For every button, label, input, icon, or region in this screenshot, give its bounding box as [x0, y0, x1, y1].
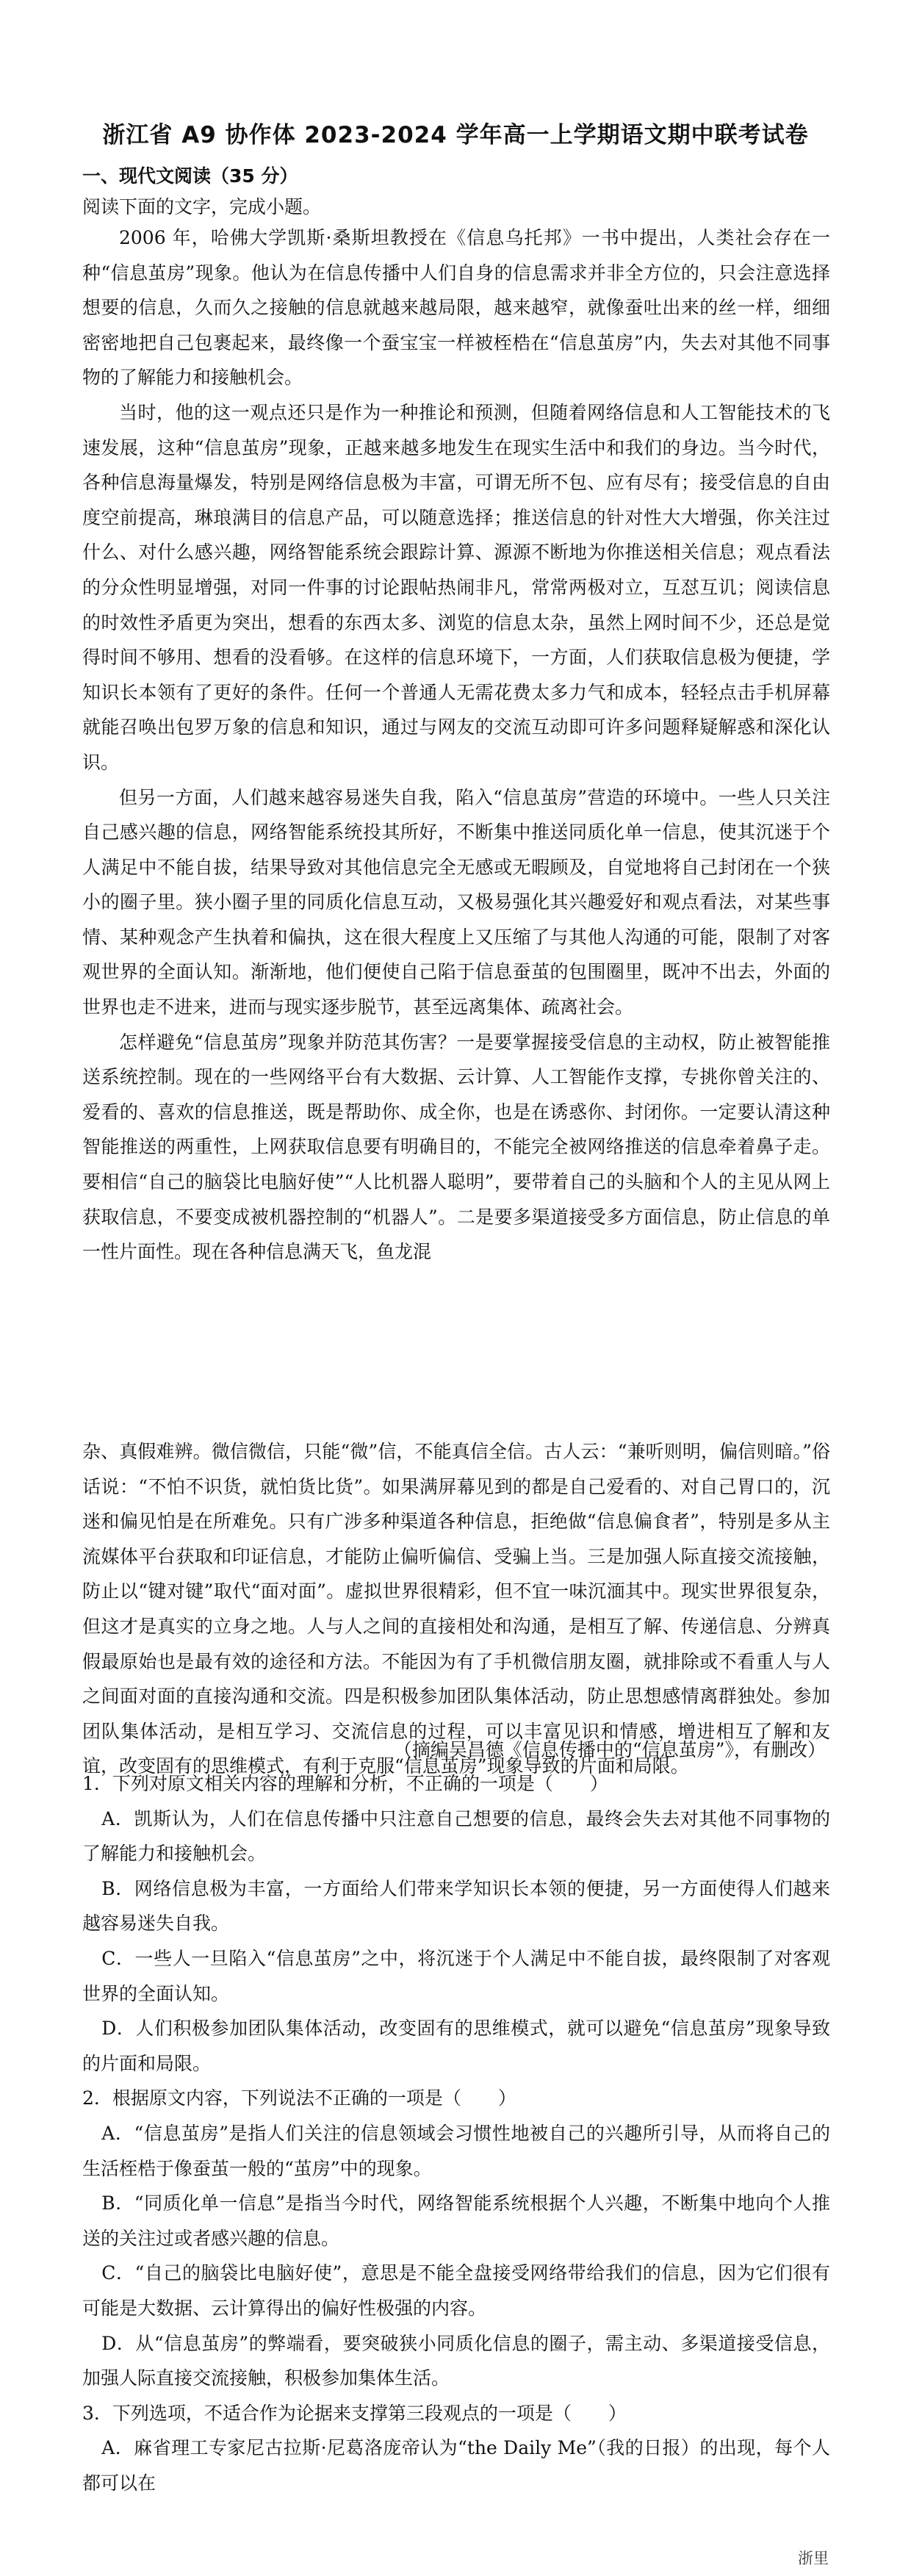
question-stem: 1．下列对原文相关内容的理解和分析，不正确的一项是（ ） [82, 1773, 608, 1794]
answer-option: C．一些人一旦陷入“信息茧房”之中，将沉迷于个人满足中不能自拔，最终限制了对客观世界的全面认知。 [82, 1947, 830, 2004]
answer-option: B．网络信息极为丰富，一方面给人们带来学知识长本领的便捷，另一方面使得人们越来越容易迷失自我。 [82, 1877, 830, 1935]
article-part-2 [82, 1434, 830, 1784]
page-footer: 浙里 [798, 2550, 829, 2567]
answer-option: C．“自己的脑袋比电脑好使”，意思是不能全盘接受网络带给我们的信息，因为它们很有可能是大数据、云计算得出的偏好性极强的内容。 [82, 2262, 830, 2319]
answer-option: A．麻省理工专家尼古拉斯·尼葛洛庞帝认为“the Daily Me”（我的日报）的出现，每个人都可以在 [82, 2437, 830, 2494]
answer-option: D．人们积极参加团队集体活动，改变固有的思维模式，就可以避免“信息茧房”现象导致的片面和局限。 [82, 2018, 830, 2074]
exam-title: 浙江省 A9 协作体 2023-2024 学年高一上学期语文期中联考试卷 [102, 122, 809, 148]
reading-instruction: 阅读下面的文字，完成小题。 [82, 196, 322, 217]
answer-option: A．“信息茧房”是指人们关注的信息领域会习惯性地被自己的兴趣所引导，从而将自己的生活桎梏于像蚕茧一般的“茧房”中的现象。 [82, 2122, 830, 2179]
article-paragraph: 但另一方面，人们越来越容易迷失自我，陷入“信息茧房”营造的环境中。一些人只关注自己感兴趣的信息，网络智能系统投其所好，不断集中推送同质化单一信息，使其沉迷于个人满足中不能自拔，结果导致对其他信息完全无感或无暇顾及，自觉地将自己封闭在一个狭小的圈子里。狭小圈子里的同质化信息互动，又极易强化其兴趣爱好和观点看法，对某些事情、某种观念产生执着和偏执，这在很大程度上又压缩了与其他人沟通的可能，限制了对客观世界的全面认知。渐渐地，他们便使自己陷于信息蚕茧的包围圈里，既冲不出去，外面的世界也走不进来，进而与现实逐步脱节，甚至远离集体、疏离社会。 [82, 786, 830, 1018]
source-note: （摘编吴昌德《信息传播中的“信息茧房”》，有删改） [393, 1739, 826, 1760]
answer-option: A．凯斯认为，人们在信息传播中只注意自己想要的信息，最终会失去对其他不同事物的了解能力和接触机会。 [82, 1807, 830, 1865]
article-paragraph: 当时，他的这一观点还只是作为一种推论和预测，但随着网络信息和人工智能技术的飞速发展，这种“信息茧房”现象，正越来越多地发生在现实生活中和我们的身边。当今时代，各种信息海量爆发，特别是网络信息极为丰富，可谓无所不包、应有尽有；接受信息的自由度空前提高，琳琅满目的信息产品，可以随意选择；推送信息的针对性大大增强，你关注过什么、对什么感兴趣，网络智能系统会跟踪计算、源源不断地为你推送相关信息；观点看法的分众性明显增强，对同一件事的讨论跟帖热闹非凡，常常两极对立，互怼互讥；阅读信息的时效性矛盾更为突出，想看的东西太多、浏览的信息太杂，虽然上网时间不少，还总是觉得时间不够用、想看的没看够。在这样的信息环境下，一方面，人们获取信息极为便捷，学知识长本领有了更好的条件。任何一个普通人无需花费太多力气和成本，轻轻点击手机屏幕就能召唤出包罗万象的信息和知识，通过与网友的交流互动即可许多问题释疑解惑和深化认识。 [82, 401, 830, 773]
questions-block [82, 1766, 830, 2500]
answer-option: D．从“信息茧房”的弊端看，要突破狭小同质化信息的圈子，需主动、多渠道接受信息，加强人际直接交流接触，积极参加集体生活。 [82, 2332, 830, 2389]
article-paragraph: 2006 年，哈佛大学凯斯·桑斯坦教授在《信息乌托邦》一书中提出，人类社会存在一种“信息茧房”现象。他认为在信息传播中人们自身的信息需求并非全方位的，只会注意选择想要的信息，久而久之接触的信息就越来越局限，越来越窄，就像蚕吐出来的丝一样，细细密密地把自己包裹起来，最终像一个蚕宝宝一样被桎梏在“信息茧房”内，失去对其他不同事物的了解能力和接触机会。 [82, 227, 830, 389]
question-stem: 3．下列选项，不适合作为论据来支撑第三段观点的一项是（ ） [82, 2402, 627, 2424]
article-part-1 [82, 220, 830, 1270]
section-heading: 一、现代文阅读（35 分） [82, 165, 298, 187]
article-paragraph: 怎样避免“信息茧房”现象并防范其伤害？一是要掌握接受信息的主动权，防止被智能推送系统控制。现在的一些网络平台有大数据、云计算、人工智能作支撑，专挑你曾关注的、爱看的、喜欢的信息推送，既是帮助你、成全你，也是在诱惑你、封闭你。一定要认清这种智能推送的两重性，上网获取信息要有明确目的，不能完全被网络推送的信息牵着鼻子走。要相信“自己的脑袋比电脑好使”“人比机器人聪明”，要带着自己的头脑和个人的主见从网上获取信息，不要变成被机器控制的“机器人”。二是要多渠道接受多方面信息，防止信息的单一性片面性。现在各种信息满天飞，鱼龙混 [82, 1031, 830, 1263]
answer-option: B．“同质化单一信息”是指当今时代，网络智能系统根据个人兴趣，不断集中地向个人推送的关注过或者感兴趣的信息。 [82, 2192, 830, 2249]
question-stem: 2．根据原文内容，下列说法不正确的一项是（ ） [82, 2087, 516, 2109]
article-continuation: 杂、真假难辨。微信微信，只能“微”信，不能真信全信。古人云：“兼听则明，偏信则暗。”俗话说：“不怕不识货，就怕货比货”。如果满屏幕见到的都是自己爱看的、对自己胃口的，沉迷和偏见怕是在所难免。只有广涉多种渠道各种信息，拒绝做“信息偏食者”，特别是多从主流媒体平台获取和印证信息，才能防止偏听偏信、受骗上当。三是加强人际直接交流接触，防止以“键对键”取代“面对面”。虚拟世界很精彩，但不宜一味沉湎其中。现实世界很复杂，但这才是真实的立身之地。人与人之间的直接相处和沟通，是相互了解、传递信息、分辨真假最原始也是最有效的途径和方法。不能因为有了手机微信朋友圈，就排除或不看重人与人之间面对面的直接沟通和交流。四是积极参加团队集体活动，防止思想感情离群独处。参加团队集体活动，是相互学习、交流信息的过程，可以丰富见识和情感，增进相互了解和友谊，改变固有的思维模式，有利于克服“信息茧房”现象导致的片面和局限。 [82, 1441, 830, 1777]
